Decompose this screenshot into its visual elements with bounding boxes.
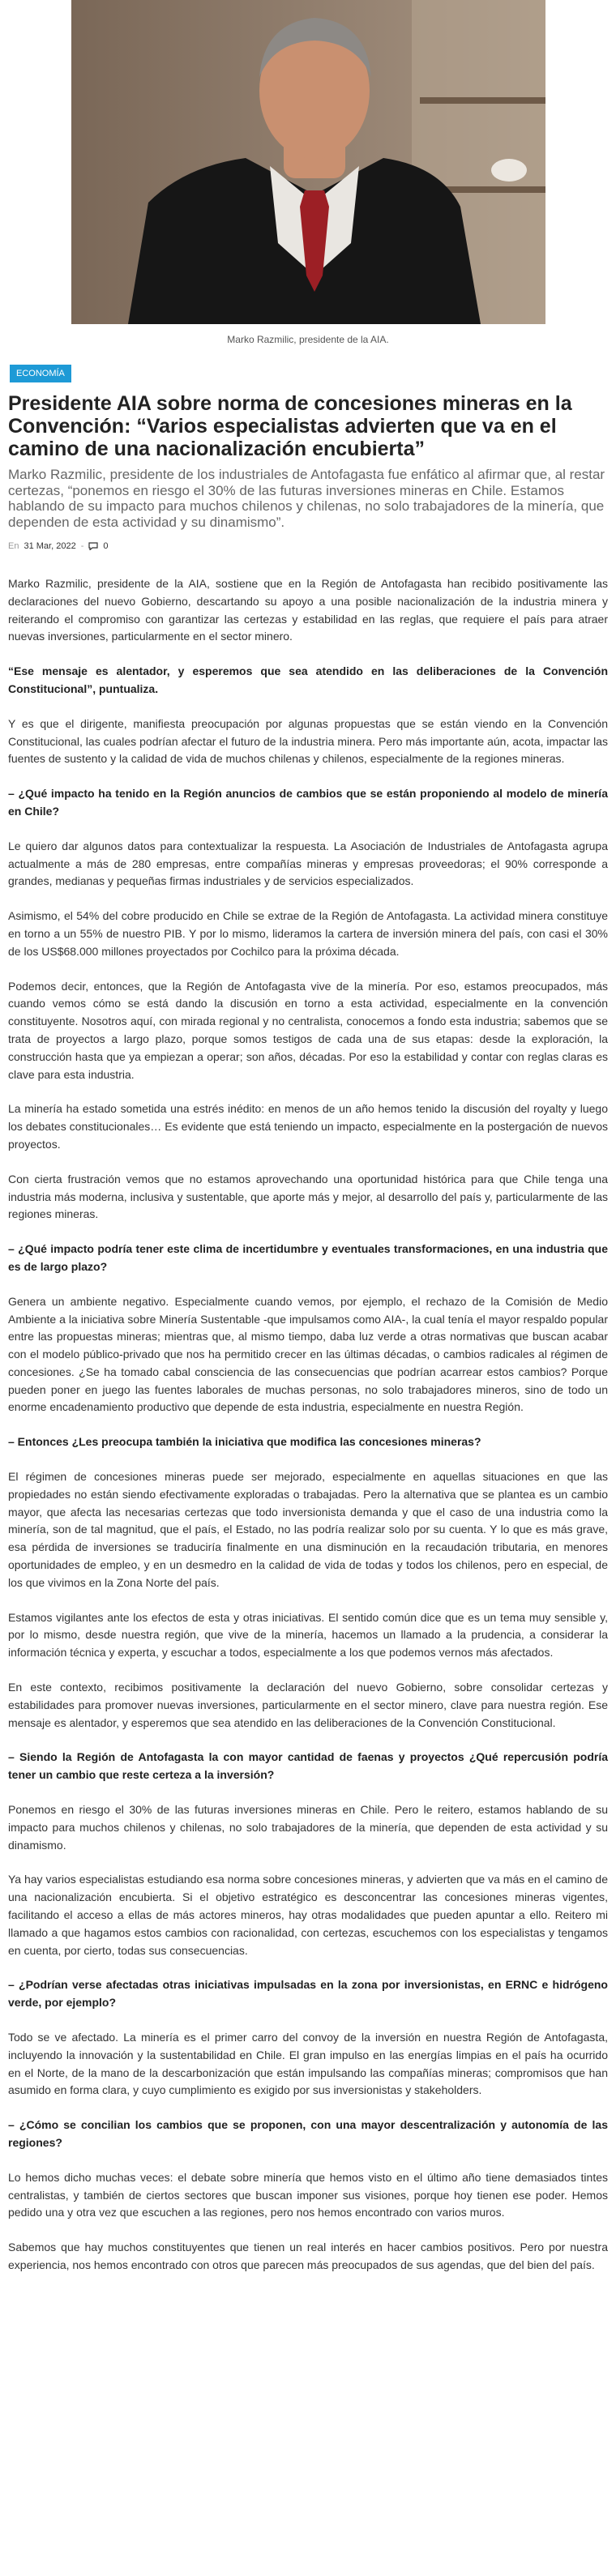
body-paragraph: El régimen de concesiones mineras puede ser mejorado, especialmente en aquellas situaciones en que las propiedades no están siendo efectivamente exploradas o trabajadas. Pero la alternativa que se plantea es un cambio mayor, que afecta las necesarias certezas que todo inversionista demanda y que el caso de una industria como la minería, son de tal magnitud, que el país, el Estado, no las podría realizar solo por su cuenta. Y lo que es más grave, esa pérdida de inversiones se traduciría finalmente en una disminución en la recaudación tributaria, en menores oportunidades de empleo, y en un desmedro en la calidad de vida de todas y todos los chilenos, pero en especial, de los que vivimos en la Zona Norte del país. [8,1470,608,1589]
body-paragraph: Sabemos que hay muchos constituyentes que tienen un real interés en hacer cambios positivos. Pero por nuestra experiencia, nos hemos encontrado con otros que parecen más preocupados de sus agendas, que del bien del país. [8,2241,608,2271]
hero-caption: Marko Razmilic, presidente de la AIA. [227,334,389,345]
body-paragraph: En este contexto, recibimos positivamente la declaración del nuevo Gobierno, sobre consolidar certezas y estabilidades para promover nuevas inversiones, particularmente en el sector minero, clave para nuestra región. Ese mensaje es alentador, y esperemos que sea atendido en las deliberaciones de la Convención Constitucional. [8,1681,608,1729]
body-paragraph: Todo se ve afectado. La minería es el primer carro del convoy de la inversión en nuestra Región de Antofagasta, incluyendo la innovación y la sustentabilidad en Chile. El gran impulso en las energías limpias en el país ha ocurrido en el Norte, de la mano de la descarbonización que están impulsando las compañías mineras; compromisos que han asumido en forma clara, y cuyo cumplimiento es exigido por sus inversionistas y stakeholders. [8,2031,608,2097]
body-paragraph: Ya hay varios especialistas estudiando esa norma sobre concesiones mineras, y advierten que va más en el camino de una nacionalización encubierta. Si el objetivo estratégico es desconcentrar las concesiones mineras vigentes, facilitando el acceso a ellas de más actores mineros, hay otras modalidades que pueden apuntar a ello. Reitero mi llamado a que hagamos estos cambios con racionalidad, con certezas, escuchemos con los especialistas y tengamos en cuenta, por cierto, todas sus consecuencias. [8,1873,608,1957]
body-paragraph: Genera un ambiente negativo. Especialmente cuando vemos, por ejemplo, el rechazo de la Comisión de Medio Ambiente a la iniciativa sobre Minería Sustentable -que impulsamos como AIA-, la cual tenía el mayor respaldo popular entre las propuestas mineras; mientras que, al mismo tiempo, daba luz verde a otras normativas que buscan acabar con el modelo público-privado que nos ha permitido crecer en las últimas décadas, o cambios radicales al régimen de concesiones. ¿Se ha tomado cabal consciencia de las consecuencias que podrían acarrear estos cambios? Porque pueden poner en juego las fuentes laborales de muchas personas, no solo trabajadores mineros, sino de todo un enorme encadenamiento productivo que depende de esta industria, especialmente en nuestra Región. [8,1294,608,1414]
body-paragraph: Le quiero dar algunos datos para contextualizar la respuesta. La Asociación de Industriales de Antofagasta agrupa actualmente a más de 280 empresas, entre compañías mineras y empresas proveedoras; el 90% corresponde a grandes, medianas y pequeñas firmas industriales y de servicios especializados. [8,839,608,888]
publish-date: 31 Mar, 2022 [24,541,76,551]
question-paragraph: – ¿Cómo se concilian los cambios que se proponen, con una mayor descentralización y autonomía de las regiones? [8,2118,608,2149]
body-paragraph: Podemos decir, entonces, que la Región de Antofagasta vive de la minería. Por eso, estamos preocupados, más cuando vemos cómo se está dando la discusión en torno a esta actividad, especialmente en la convención constituyente. Nosotros aquí, con mirada regional y no centralista, conocemos a fondo esta industria; sabemos que se trata de proyectos a largo plazo, porque somos testigos de cada una de sus etapas: desde la exploración, la construcción hasta que ya empiezan a operar; son años, décadas. Por eso la estabilidad y contar con reglas claras es clave para esta industria. [8,979,608,1081]
comment-icon[interactable] [88,542,98,550]
question-paragraph: – ¿Qué impacto ha tenido en la Región anuncios de cambios que se están proponiendo al modelo de minería en Chile? [8,787,608,818]
category-badge[interactable]: ECONOMÍA [10,365,71,382]
question-paragraph: “Ese mensaje es alentador, y esperemos que sea atendido en las deliberaciones de la Convención Constitucional”, puntualiza. [8,664,608,695]
meta-separator: - [80,541,84,551]
body-paragraph: Y es que el dirigente, manifiesta preocupación por algunas propuestas que se están viendo en la Convención Constitucional, las cuales podrían afectar el futuro de la industria minera. Pero más importante aún, acota, impactar las fuentes de sustento y la calidad de vida de muchos chilenas y chilenos, especialmente de la regiones mineras. [8,716,608,766]
hero-photo [71,0,545,324]
body-paragraph: Marko Razmilic, presidente de la AIA, sostiene que en la Región de Antofagasta han recibido positivamente las declaraciones del nuevo Gobierno, descartando su apoyo a una posible nacionalización de la industria minera y reiterando el compromiso con garantizar las certezas y estabilidad en las reglas, que requiere el país para atraer nuevas inversiones, particularmente en el sector minero. [8,577,608,643]
question-paragraph: – Siendo la Región de Antofagasta la con mayor cantidad de faenas y proyectos ¿Qué repercusión podría tener un cambio que reste certeza a la inversión? [8,1750,608,1782]
question-paragraph: – ¿Qué impacto podría tener este clima de incertidumbre y eventuales transformaciones, en una industria que es de largo plazo? [8,1242,608,1273]
comment-count[interactable]: 0 [103,541,109,551]
body-paragraph: Estamos vigilantes ante los efectos de esta y otras iniciativas. El sentido común dice que es un tema muy sensible y, por lo mismo, desde nuestra región, que vive de la minería, hacemos un llamado a la prudencia, a considerar la información técnica y experta, y escuchar a todos, especialmente a los que podemos vernos más afectados. [8,1610,608,1660]
body-paragraph: La minería ha estado sometida una estrés inédito: en menos de un año hemos tenido la discusión del royalty y luego los debates constitucionales… Es evidente que está teniendo un impacto, especialmente en la postergación de nuevos proyectos. [8,1102,608,1151]
body-paragraph: Lo hemos dicho muchas veces: el debate sobre minería que hemos visto en el último año tiene demasiados tintes centralistas, y también de ciertos sectores que buscan imponer sus visiones, porque hoy tienen ese poder. Hemos pedido una y otra vez que escuchen a las regiones, pero nos hemos encontrado con varios muros. [8,2170,608,2219]
article-meta [8,541,608,551]
question-paragraph: – Entonces ¿Les preocupa también la iniciativa que modifica las concesiones mineras? [8,1435,481,1449]
article-body [8,575,608,2275]
body-paragraph: Con cierta frustración vemos que no estamos aprovechando una oportunidad histórica para que Chile tenga una industria más moderna, inclusiva y sustentable, que aporte más y mejor, al desarrollo del país y, particularmente de las regiones mineras. [8,1172,608,1221]
hero-shelf [420,97,545,104]
date-prefix: En [8,541,19,551]
question-paragraph: – ¿Podrían verse afectadas otras iniciativas impulsadas en la zona por inversionistas, en ERNC e hidrógeno verde, por ejemplo? [8,1978,608,2010]
article-subtitle: Marko Razmilic, presidente de los industriales de Antofagasta fue enfático al afirmar que, al restar certezas, “ponemos en riesgo el 30% de las futuras inversiones mineras en Chile. Estamos hablando de su impacto para muchos chilenos y chilenas, no solo trabajadores de la minería, que dependen de esta actividad y su dinamismo”. [8,467,605,530]
body-paragraph: Ponemos en riesgo el 30% de las futuras inversiones mineras en Chile. Pero le reitero, estamos hablando de su impacto para muchos chilenos y chilenas, no solo trabajadores de la minería, que dependen de esta actividad y su dinamismo. [8,1803,608,1852]
hero-cup [491,159,527,182]
body-paragraph: Asimismo, el 54% del cobre producido en Chile se extrae de la Región de Antofagasta. La actividad minera constituye en torno a un 55% de nuestro PIB. Y por lo mismo, lideramos la cartera de inversión minera del país, con casi el 30% de los US$68.000 millones proyectados por Cochilco para la próxima década. [8,909,608,958]
article-title: Presidente AIA sobre norma de concesiones mineras en la Convención: “Varios especialistas advierten que va en el camino de una nacionalización encubierta” [8,392,572,460]
